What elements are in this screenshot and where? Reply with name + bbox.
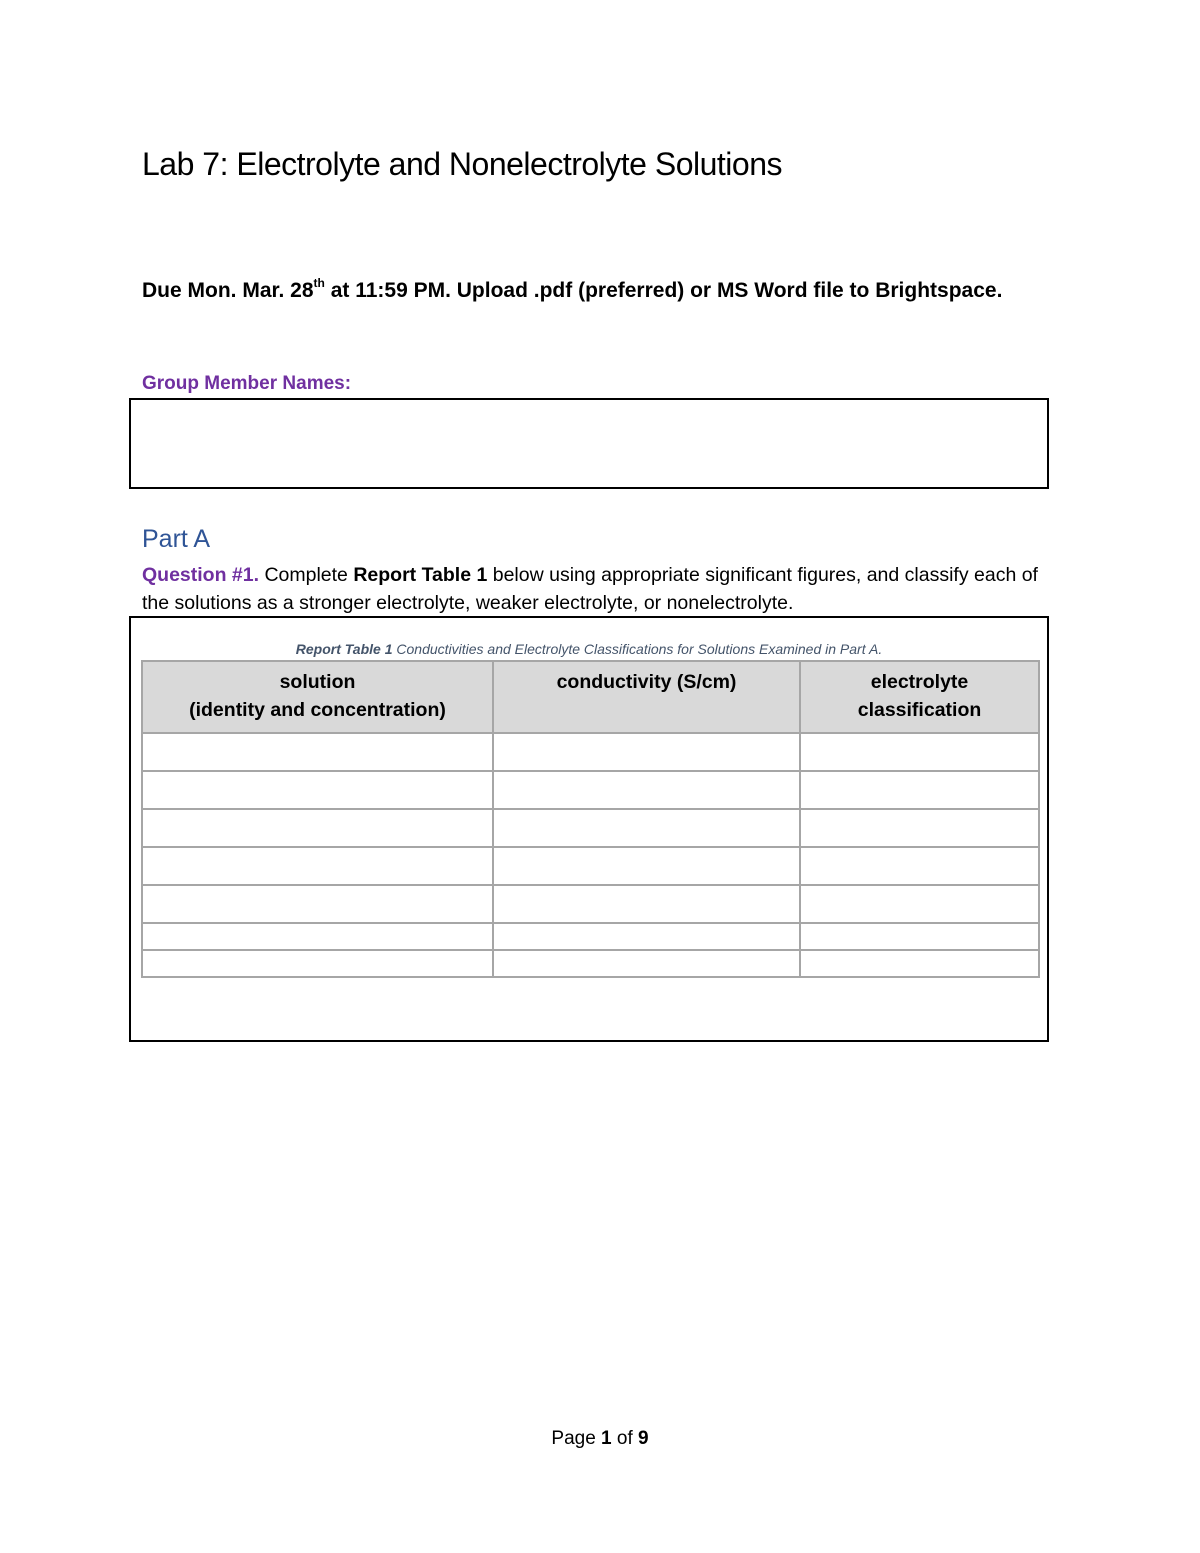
table-header-row [142,661,1039,733]
header-solution-line1: solution [279,671,356,693]
header-solution-line2: (identity and concentration) [189,699,446,721]
cell-classification[interactable] [800,771,1039,809]
table-row [142,771,1039,809]
cell-conductivity[interactable] [493,885,800,923]
footer-page-total: 9 [638,1428,649,1449]
cell-conductivity[interactable] [493,809,800,847]
question-1-text-end: below using appropriate significant figures, and classify each of the solutions as a stronger electrolyte, weaker electrolyte, or nonelectrolyte. [142,564,1038,614]
report-table-frame [129,616,1049,1042]
table-row [142,733,1039,771]
header-electrolyte-classification [800,661,1039,733]
table-row [142,809,1039,847]
caption-label: Report Table 1 [295,641,393,657]
footer-page-current: 1 [601,1428,612,1449]
header-solution [142,661,493,733]
caption-text: Conductivities and Electrolyte Classifications for Solutions Examined in Part A. [392,641,883,657]
due-text-suffix: at 11:59 PM. Upload .pdf (preferred) or MS Word file to Brightspace. [324,279,1003,302]
cell-conductivity[interactable] [493,771,800,809]
question-1 [142,561,1052,617]
cell-solution[interactable] [142,809,493,847]
report-table-caption [131,641,1047,657]
cell-conductivity[interactable] [493,923,800,950]
cell-classification[interactable] [800,950,1039,977]
footer-page-label: Page [551,1428,602,1449]
cell-solution[interactable] [142,923,493,950]
cell-conductivity[interactable] [493,950,800,977]
header-classification-line1: electrolyte [870,671,969,693]
table-row [142,847,1039,885]
question-1-text-start: Complete [259,564,354,586]
header-conductivity-line1: conductivity (S/cm) [556,671,737,693]
due-superscript: th [313,276,325,290]
cell-solution[interactable] [142,733,493,771]
due-text-prefix: Due Mon. Mar. 28 [142,279,314,302]
cell-classification[interactable] [800,885,1039,923]
question-1-label: Question #1. [142,564,260,586]
table-row [142,950,1039,977]
cell-solution[interactable] [142,950,493,977]
group-member-names-label: Group Member Names: [142,373,352,394]
cell-classification[interactable] [800,847,1039,885]
cell-solution[interactable] [142,771,493,809]
cell-solution[interactable] [142,885,493,923]
footer-page-of: of [611,1428,639,1449]
report-table-1 [141,660,1040,978]
cell-solution[interactable] [142,847,493,885]
part-a-heading: Part A [142,525,211,553]
cell-classification[interactable] [800,733,1039,771]
header-conductivity [493,661,800,733]
cell-conductivity[interactable] [493,733,800,771]
cell-conductivity[interactable] [493,847,800,885]
question-1-table-reference: Report Table 1 [353,564,488,586]
table-row [142,885,1039,923]
page-footer [0,1428,1200,1450]
due-instructions [142,272,1062,312]
cell-classification[interactable] [800,809,1039,847]
page-title: Lab 7: Electrolyte and Nonelectrolyte Solutions [142,146,782,182]
cell-classification[interactable] [800,923,1039,950]
header-classification-line2: classification [857,699,982,721]
group-member-names-field[interactable] [129,398,1049,489]
table-row [142,923,1039,950]
